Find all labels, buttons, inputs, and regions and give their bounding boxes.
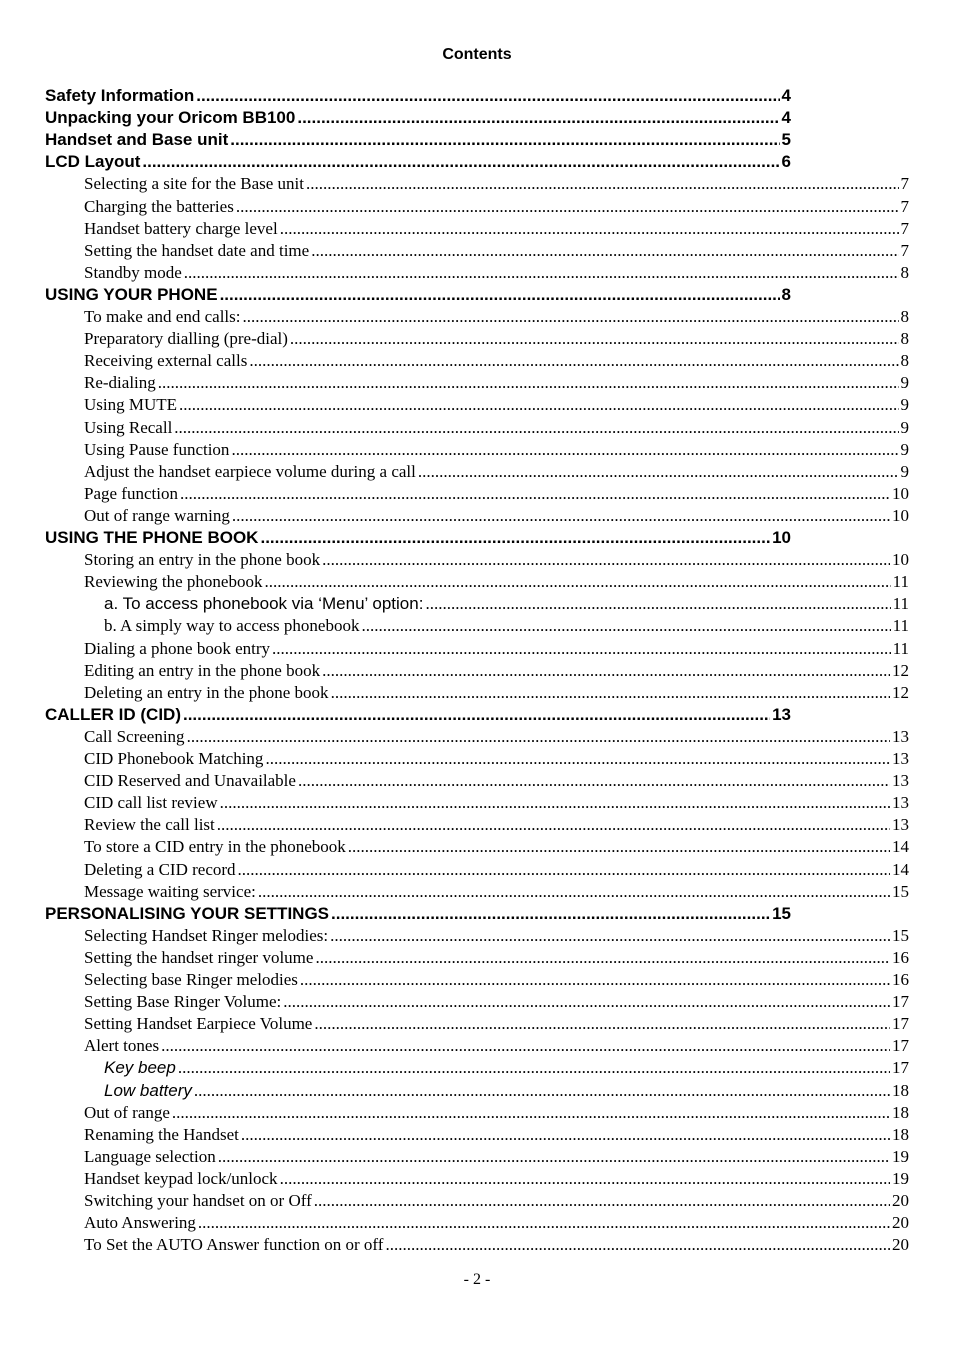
toc-entry-page: 18 xyxy=(892,1102,909,1122)
dot-leader xyxy=(314,1013,890,1035)
toc-entry-page: 7 xyxy=(900,218,909,238)
dot-leader xyxy=(172,1102,890,1124)
toc-entry[interactable] xyxy=(84,947,909,969)
toc-entry-page: 9 xyxy=(900,373,909,393)
toc-entry-page: 17 xyxy=(892,1036,909,1056)
toc-entry-label: Out of range xyxy=(84,1102,170,1122)
toc-entry[interactable] xyxy=(84,350,909,372)
toc-entry-page: 10 xyxy=(892,550,909,570)
dot-leader xyxy=(280,218,899,240)
dot-leader xyxy=(258,881,890,903)
toc-entry-page: 7 xyxy=(900,174,909,194)
dot-leader xyxy=(241,1124,890,1146)
toc-entry[interactable] xyxy=(84,682,909,704)
toc-entry-label: To make and end calls: xyxy=(84,307,241,326)
toc-entry-label: Alert tones xyxy=(84,1036,160,1056)
toc-entry-label: Using Pause function xyxy=(84,439,230,459)
toc-entry[interactable] xyxy=(84,394,909,416)
toc-entry-page: 8 xyxy=(900,329,909,349)
toc-entry-label: Language selection xyxy=(84,1146,216,1166)
toc-entry[interactable] xyxy=(84,859,909,881)
toc-entry-label: Charging the batteries xyxy=(84,196,234,216)
toc-entry[interactable] xyxy=(84,1146,909,1168)
toc-entry-label: Safety Information xyxy=(45,86,195,105)
dot-leader xyxy=(249,350,898,372)
toc-entry-page: 13 xyxy=(892,749,909,768)
dot-leader xyxy=(220,284,780,306)
toc-entry[interactable] xyxy=(84,328,909,350)
dot-leader xyxy=(425,593,890,615)
toc-entry-page: 6 xyxy=(781,152,791,172)
dot-leader xyxy=(242,306,898,328)
dot-leader xyxy=(142,151,779,173)
toc-entry-label: CALLER ID (CID) xyxy=(45,704,181,724)
toc-entry-page: 10 xyxy=(892,505,909,525)
toc-entry[interactable] xyxy=(84,1190,909,1212)
toc-entry[interactable] xyxy=(84,1102,909,1124)
toc-entry[interactable] xyxy=(84,1013,909,1035)
dot-leader xyxy=(361,615,890,637)
toc-entry-label: Key beep xyxy=(104,1058,176,1078)
dot-leader xyxy=(315,947,890,969)
toc-entry[interactable] xyxy=(84,1212,909,1234)
toc-entry-label: Low battery xyxy=(104,1080,192,1100)
toc-entry-label: Using Recall xyxy=(84,417,173,437)
toc-entry-page: 19 xyxy=(892,1168,909,1188)
dot-leader xyxy=(232,505,890,527)
dot-leader xyxy=(272,638,891,660)
toc-entry-page: 13 xyxy=(892,771,909,791)
dot-leader xyxy=(300,969,890,991)
dot-leader xyxy=(220,792,890,814)
toc-entry-page: 14 xyxy=(892,859,909,879)
toc-entry-page: 11 xyxy=(892,594,909,614)
dot-leader xyxy=(194,1080,890,1102)
toc-entry-label: Handset keypad lock/unlock xyxy=(84,1168,278,1188)
toc-entry-page: 15 xyxy=(892,881,909,901)
toc-entry-page: 4 xyxy=(781,86,791,105)
toc-entry-label: USING YOUR PHONE xyxy=(45,284,218,304)
toc-entry-label: Adjust the handset earpiece volume during a call xyxy=(84,461,416,481)
toc-entry[interactable] xyxy=(84,836,909,858)
toc-entry-page: 9 xyxy=(900,461,909,481)
toc-entry-label: Storing an entry in the phone book xyxy=(84,550,321,570)
toc-entry-page: 5 xyxy=(781,130,791,150)
toc-entry-page: 18 xyxy=(892,1124,909,1144)
toc-entry-label: CID call list review xyxy=(84,793,218,813)
toc-entry-page: 20 xyxy=(892,1235,909,1255)
toc-entry[interactable] xyxy=(104,1057,909,1079)
toc-entry-label: Setting the handset date and time xyxy=(84,240,310,260)
toc-entry-label: Preparatory dialling (pre-dial) xyxy=(84,329,288,349)
toc-entry[interactable] xyxy=(45,107,791,129)
dot-leader xyxy=(418,461,899,483)
dot-leader xyxy=(331,903,770,925)
toc-entry-page: 11 xyxy=(892,572,909,592)
toc-entry[interactable] xyxy=(84,306,909,328)
toc-entry-label: Selecting base Ringer melodies xyxy=(84,970,298,989)
toc-entry-label: Using MUTE xyxy=(84,395,178,415)
toc-entry[interactable] xyxy=(84,461,909,483)
toc-entry-label: LCD Layout xyxy=(45,152,141,172)
toc-entry-label: Selecting a site for the Base unit xyxy=(84,174,304,194)
toc-entry[interactable] xyxy=(45,151,791,173)
page-title: Contents xyxy=(442,46,512,63)
toc-entry-label: To Set the AUTO Answer function on or off xyxy=(84,1235,384,1255)
toc-entry-label: Call Screening xyxy=(84,726,185,746)
toc-entry-label: Receiving external calls xyxy=(84,351,248,371)
toc-entry-label: b. A simply way to access phonebook xyxy=(104,616,360,636)
toc-entry-label: Setting Handset Earpiece Volume xyxy=(84,1014,313,1034)
dot-leader xyxy=(178,1057,890,1079)
toc-entry-label: Switching your handset on or Off xyxy=(84,1191,312,1210)
toc-entry[interactable] xyxy=(84,1035,909,1057)
toc-entry-page: 14 xyxy=(892,837,909,857)
toc-entry[interactable] xyxy=(84,173,909,195)
toc-entry-page: 18 xyxy=(892,1080,909,1100)
dot-leader xyxy=(184,262,899,284)
toc-entry[interactable] xyxy=(84,991,909,1013)
dot-leader xyxy=(331,682,890,704)
dot-leader xyxy=(330,925,890,947)
toc-entry[interactable] xyxy=(84,638,909,660)
toc-entry-label: Auto Answering xyxy=(84,1213,196,1233)
toc-entry[interactable] xyxy=(84,218,909,240)
toc-entry[interactable] xyxy=(84,969,909,991)
toc-entry-page: 9 xyxy=(900,395,909,415)
toc-entry-label: Handset and Base unit xyxy=(45,130,229,150)
dot-leader xyxy=(265,748,890,770)
dot-leader xyxy=(236,196,899,218)
toc-entry-label: Message waiting service: xyxy=(84,881,256,901)
toc-entry[interactable] xyxy=(45,704,791,726)
toc-entry-page: 20 xyxy=(892,1191,909,1210)
toc-entry-page: 10 xyxy=(892,483,909,503)
toc-entry[interactable] xyxy=(45,527,791,549)
toc-entry-page: 19 xyxy=(892,1146,909,1166)
toc-entry[interactable] xyxy=(45,284,791,306)
toc-entry[interactable] xyxy=(84,240,909,262)
dot-leader xyxy=(180,483,890,505)
toc-entry-label: Renaming the Handset xyxy=(84,1124,239,1144)
toc-entry-page: 7 xyxy=(900,196,909,216)
dot-leader xyxy=(314,1190,890,1212)
toc-entry[interactable] xyxy=(104,593,909,615)
toc-entry-label: Re-dialing xyxy=(84,373,156,393)
toc-entry-page: 17 xyxy=(892,1014,909,1034)
dot-leader xyxy=(187,726,890,748)
toc-entry-page: 12 xyxy=(892,660,909,680)
dot-leader xyxy=(238,859,890,881)
dot-leader xyxy=(311,240,898,262)
toc-entry-label: Review the call list xyxy=(84,815,215,835)
toc-entry-label: To store a CID entry in the phonebook xyxy=(84,837,346,857)
toc-entry-label: Setting Base Ringer Volume: xyxy=(84,992,282,1012)
toc-entry-page: 13 xyxy=(892,726,909,746)
dot-leader xyxy=(297,107,779,129)
toc-entry[interactable] xyxy=(84,505,909,527)
toc-entry-label: Deleting a CID record xyxy=(84,859,236,879)
dot-leader xyxy=(174,417,898,439)
dot-leader xyxy=(290,328,899,350)
toc-entry[interactable] xyxy=(84,1168,909,1190)
toc-entry-label: Dialing a phone book entry xyxy=(84,638,271,658)
toc-entry-page: 17 xyxy=(892,1058,909,1078)
toc-entry[interactable] xyxy=(84,726,909,748)
dot-leader xyxy=(158,372,899,394)
toc-entry-label: CID Phonebook Matching xyxy=(84,749,264,768)
toc-entry[interactable] xyxy=(84,372,909,394)
toc-entry[interactable] xyxy=(84,925,909,947)
toc-entry[interactable] xyxy=(84,881,909,903)
toc-entry-label: Handset battery charge level xyxy=(84,218,278,238)
toc-entry-page: 11 xyxy=(892,616,909,636)
toc-entry-page: 16 xyxy=(892,970,909,989)
toc-entry-label: Setting the handset ringer volume xyxy=(84,947,314,967)
dot-leader xyxy=(230,129,779,151)
dot-leader xyxy=(283,991,890,1013)
toc-entry-label: Deleting an entry in the phone book xyxy=(84,682,329,702)
toc-entry[interactable] xyxy=(84,1234,909,1256)
toc-entry[interactable] xyxy=(45,903,791,925)
dot-leader xyxy=(306,173,899,195)
toc-entry-page: 9 xyxy=(900,439,909,459)
toc-entry-label: PERSONALISING YOUR SETTINGS xyxy=(45,903,330,923)
toc-entry-page: 13 xyxy=(772,704,791,724)
toc-entry[interactable] xyxy=(84,571,909,593)
dot-leader xyxy=(179,394,898,416)
page-number: - 2 - xyxy=(463,1271,491,1288)
toc-entry-page: 4 xyxy=(781,108,791,128)
toc-entry-label: Out of range warning xyxy=(84,505,230,525)
dot-leader xyxy=(322,549,890,571)
dot-leader xyxy=(183,704,770,726)
dot-leader xyxy=(218,1146,890,1168)
toc-entry-page: 13 xyxy=(892,815,909,835)
toc-entry-label: a. To access phonebook via ‘Menu’ option: xyxy=(104,594,424,614)
toc-entry[interactable] xyxy=(84,483,909,505)
toc-entry-label: Unpacking your Oricom BB100 xyxy=(45,108,296,128)
toc-entry-page: 15 xyxy=(892,925,909,945)
toc-entry[interactable] xyxy=(45,129,791,151)
toc-entry-page: 8 xyxy=(900,307,909,326)
toc-entry[interactable] xyxy=(84,814,909,836)
toc-entry[interactable] xyxy=(84,549,909,571)
toc-entry[interactable] xyxy=(45,85,791,107)
dot-leader xyxy=(198,1212,890,1234)
dot-leader xyxy=(385,1234,890,1256)
toc-entry-page: 12 xyxy=(892,682,909,702)
toc-entry[interactable] xyxy=(84,792,909,814)
toc-entry[interactable] xyxy=(84,748,909,770)
dot-leader xyxy=(280,1168,890,1190)
dot-leader xyxy=(161,1035,890,1057)
toc-entry-page: 8 xyxy=(781,284,791,304)
toc-entry-label: Standby mode xyxy=(84,262,182,282)
toc-entry-label: Editing an entry in the phone book xyxy=(84,660,321,680)
toc-entry-page: 20 xyxy=(892,1213,909,1233)
dot-leader xyxy=(264,571,890,593)
toc-entry-page: 8 xyxy=(900,351,909,371)
toc-entry-page: 17 xyxy=(892,992,909,1012)
dot-leader xyxy=(196,85,779,107)
toc-entry[interactable] xyxy=(84,439,909,461)
toc-entry[interactable] xyxy=(84,417,909,439)
toc-entry-page: 11 xyxy=(892,638,909,658)
toc-entry[interactable] xyxy=(104,615,909,637)
toc-entry-label: Page function xyxy=(84,483,178,503)
dot-leader xyxy=(298,770,890,792)
dot-leader xyxy=(348,836,890,858)
toc-entry[interactable] xyxy=(104,1080,909,1102)
toc-entry[interactable] xyxy=(84,660,909,682)
toc-entry-page: 7 xyxy=(900,240,909,260)
toc-entry-page: 16 xyxy=(892,947,909,967)
toc-entry-page: 9 xyxy=(900,417,909,437)
dot-leader xyxy=(231,439,898,461)
dot-leader xyxy=(217,814,890,836)
toc-entry-label: Selecting Handset Ringer melodies: xyxy=(84,925,329,945)
toc-entry[interactable] xyxy=(84,770,909,792)
toc-entry-page: 13 xyxy=(892,793,909,813)
toc-entry-label: CID Reserved and Unavailable xyxy=(84,771,296,791)
toc-entry[interactable] xyxy=(84,196,909,218)
toc-entry[interactable] xyxy=(84,1124,909,1146)
toc-entry-label: USING THE PHONE BOOK xyxy=(45,528,259,547)
dot-leader xyxy=(260,527,770,549)
toc-entry[interactable] xyxy=(84,262,909,284)
toc-entry-page: 10 xyxy=(772,528,791,547)
toc-entry-page: 15 xyxy=(772,903,791,923)
dot-leader xyxy=(322,660,890,682)
toc-entry-label: Reviewing the phonebook xyxy=(84,572,263,592)
toc-entry-page: 8 xyxy=(900,262,909,282)
